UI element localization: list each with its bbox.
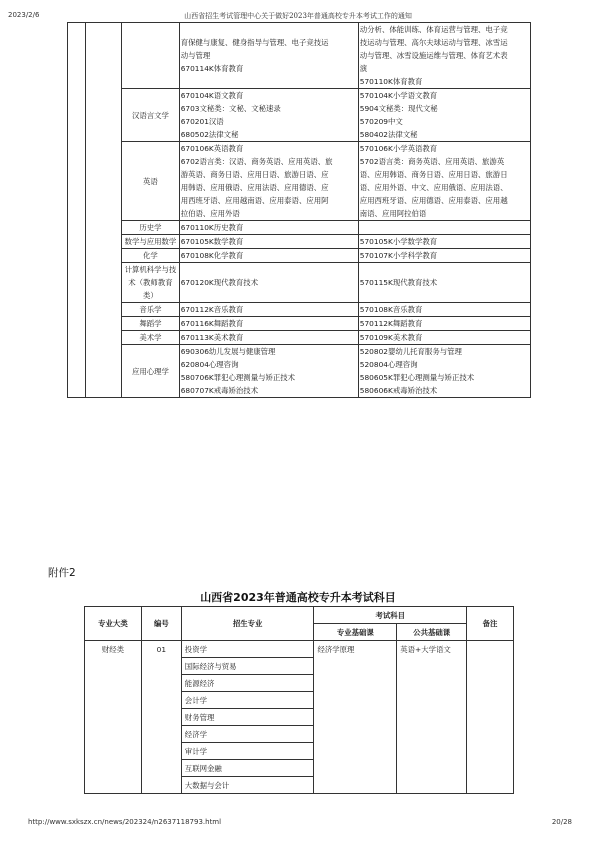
undergrad-major-cell: 应用心理学 xyxy=(122,345,180,398)
major-line: 670105K数学教育 xyxy=(180,237,244,246)
major-line: 育保健与康复、健身指导与管理、电子竞技运 xyxy=(180,38,329,47)
major-line: 670120K现代教育技术 xyxy=(180,278,259,287)
major-line: 580605K罪犯心理测量与矫正技术 xyxy=(359,373,475,382)
major-line: 520804心理咨询 xyxy=(359,360,418,369)
enrollment-major-cell: 大数据与会计 xyxy=(181,777,314,794)
undergrad-major-cell: 汉语言文学 xyxy=(122,89,180,142)
major-line: 570104K小学语文教育 xyxy=(359,91,438,100)
undergrad-major-cell: 舞蹈学 xyxy=(122,317,180,331)
major-line: 670112K音乐教育 xyxy=(180,305,244,314)
major-line: 动与管理、冰雪设施运维与管理、体育艺术表 xyxy=(359,51,508,60)
higher-vocational-majors-cell xyxy=(179,23,358,89)
vocational-undergrad-majors-cell xyxy=(358,263,530,303)
table-row xyxy=(68,23,531,89)
major-line: 技运动与管理、高尔夫球运动与管理、冰雪运 xyxy=(359,38,508,47)
vocational-undergrad-majors-cell xyxy=(358,345,530,398)
major-line: 670108K化学教育 xyxy=(180,251,244,260)
higher-vocational-majors-cell xyxy=(179,89,358,142)
major-line: 680502法律文秘 xyxy=(180,130,239,139)
enrollment-major-cell: 互联网金融 xyxy=(181,760,314,777)
undergrad-major-cell: 英语 xyxy=(122,142,180,221)
major-line: 6702语言类：汉语、商务英语、应用英语、旅 xyxy=(180,157,333,166)
major-line: 570108K音乐教育 xyxy=(359,305,423,314)
major-line: 语、应用韩语、商务日语、应用日语、旅游日 xyxy=(359,170,508,179)
vocational-undergrad-majors-cell xyxy=(358,235,530,249)
vocational-undergrad-majors-cell xyxy=(358,317,530,331)
vocational-undergrad-majors-cell xyxy=(358,89,530,142)
header-remarks: 备注 xyxy=(467,607,514,641)
enrollment-major-cell: 会计学 xyxy=(181,692,314,709)
major-line: 670201汉语 xyxy=(180,117,224,126)
major-line: 动分析、体能训练、体育运营与管理、电子竞 xyxy=(359,25,508,34)
major-line: 应用西班牙语、应用德语、应用泰语、应用越 xyxy=(359,196,508,205)
major-line: 语、应用外语、中文、应用俄语、应用法语、 xyxy=(359,183,508,192)
major-line: 5904文秘类：现代文秘 xyxy=(359,104,438,113)
major-line: 用韩语、应用俄语、应用法语、应用德语、应 xyxy=(180,183,329,192)
major-line: 670110K历史教育 xyxy=(180,223,244,232)
major-line: 570112K舞蹈教育 xyxy=(359,319,423,328)
major-class-cell: 财经类 xyxy=(85,641,142,794)
major-line: 670104K语文教育 xyxy=(180,91,244,100)
table-row xyxy=(68,249,531,263)
major-line: 南语、应用阿拉伯语 xyxy=(359,209,427,218)
header-major-class: 专业大类 xyxy=(85,607,142,641)
vocational-undergrad-majors-cell xyxy=(358,303,530,317)
table-row xyxy=(68,317,531,331)
table-row xyxy=(85,641,514,658)
higher-vocational-majors-cell xyxy=(179,331,358,345)
major-line: 570107K小学科学教育 xyxy=(359,251,438,260)
major-line: 570209中文 xyxy=(359,117,403,126)
major-line: 570105K小学数学教育 xyxy=(359,237,438,246)
vocational-undergrad-majors-cell xyxy=(358,23,530,89)
attachment-label: 附件2 xyxy=(48,567,76,579)
major-line: 6703文秘类：文秘、文秘速录 xyxy=(180,104,281,113)
table-row xyxy=(68,221,531,235)
exam-subjects-title: 山西省2023年普通高校专升本考试科目 xyxy=(200,591,396,604)
page-number: 20/28 xyxy=(551,818,572,826)
vocational-undergrad-majors-cell xyxy=(358,331,530,345)
enrollment-major-cell: 投资学 xyxy=(181,641,314,658)
undergrad-major-cell: 美术学 xyxy=(122,331,180,345)
undergrad-major-cell xyxy=(122,23,180,89)
major-line: 570110K体育教育 xyxy=(359,77,423,86)
undergrad-major-cell: 化学 xyxy=(122,249,180,263)
table-row xyxy=(68,263,531,303)
exam-subjects-table xyxy=(84,606,514,794)
major-line: 680707K戒毒矫治技术 xyxy=(180,386,259,395)
major-line: 演 xyxy=(359,64,368,73)
major-line: 690306幼儿发展与健康管理 xyxy=(180,347,276,356)
undergrad-major-cell: 计算机科学与技术（教师教育类） xyxy=(122,263,180,303)
enrollment-major-cell: 能源经济 xyxy=(181,675,314,692)
major-line: 5702语言类：商务英语、应用英语、旅游英 xyxy=(359,157,505,166)
major-line: 用西班牙语、应用越南语、应用泰语、应用阿 xyxy=(180,196,329,205)
higher-vocational-majors-cell xyxy=(179,345,358,398)
undergrad-major-cell: 历史学 xyxy=(122,221,180,235)
higher-vocational-majors-cell xyxy=(179,235,358,249)
major-line: 670114K体育教育 xyxy=(180,64,244,73)
vocational-undergrad-majors-cell xyxy=(358,249,530,263)
header-code: 编号 xyxy=(141,607,181,641)
major-line: 动与管理 xyxy=(180,51,211,60)
enrollment-major-cell: 国际经济与贸易 xyxy=(181,658,314,675)
header-public-basic: 公共基础课 xyxy=(397,624,467,641)
enrollment-major-cell: 审计学 xyxy=(181,743,314,760)
undergrad-major-cell: 数学与应用数学 xyxy=(122,235,180,249)
higher-vocational-majors-cell xyxy=(179,142,358,221)
empty-cell xyxy=(86,23,122,398)
vocational-undergrad-majors-cell xyxy=(358,142,530,221)
major-line: 520802婴幼儿托育服务与管理 xyxy=(359,347,462,356)
table-row xyxy=(68,331,531,345)
table-row xyxy=(68,303,531,317)
code-cell: 01 xyxy=(141,641,181,794)
higher-vocational-majors-cell xyxy=(179,303,358,317)
major-line: 570115K现代教育技术 xyxy=(359,278,438,287)
major-line: 620804心理咨询 xyxy=(180,360,239,369)
major-line: 570109K美术教育 xyxy=(359,333,423,342)
vocational-undergrad-majors-cell xyxy=(358,221,530,235)
major-line: 670113K美术教育 xyxy=(180,333,244,342)
print-date: 2023/2/6 xyxy=(8,11,40,19)
public-basic-cell: 英语+大学语文 xyxy=(397,641,467,794)
major-line: 游英语、商务日语、应用日语、旅游日语、应 xyxy=(180,170,329,179)
undergrad-major-cell: 音乐学 xyxy=(122,303,180,317)
table-row xyxy=(68,142,531,221)
footer-url: http://www.sxkszx.cn/news/202324/n2637118793.html xyxy=(28,818,222,826)
major-line: 580706K罪犯心理测量与矫正技术 xyxy=(180,373,296,382)
higher-vocational-majors-cell xyxy=(179,249,358,263)
major-line: 拉伯语、应用外语 xyxy=(180,209,240,218)
professional-basic-cell: 经济学原理 xyxy=(314,641,397,794)
page-header xyxy=(0,5,596,21)
major-mapping-table xyxy=(67,22,531,398)
header-professional-basic: 专业基础课 xyxy=(314,624,397,641)
major-line: 670116K舞蹈教育 xyxy=(180,319,244,328)
higher-vocational-majors-cell xyxy=(179,317,358,331)
major-line: 570106K小学英语教育 xyxy=(359,144,438,153)
higher-vocational-majors-cell xyxy=(179,263,358,303)
enrollment-major-cell: 财务管理 xyxy=(181,709,314,726)
document-title: 山西省招生考试管理中心关于做好2023年普通高校专升本考试工作的通知 xyxy=(184,12,412,20)
major-line: 580606K戒毒矫治技术 xyxy=(359,386,438,395)
empty-cell xyxy=(68,23,86,398)
table-row xyxy=(68,345,531,398)
higher-vocational-majors-cell xyxy=(179,221,358,235)
major-line: 670106K英语教育 xyxy=(180,144,244,153)
header-majors: 招生专业 xyxy=(181,607,314,641)
table-row xyxy=(68,89,531,142)
enrollment-major-cell: 经济学 xyxy=(181,726,314,743)
header-exam-subjects: 考试科目 xyxy=(314,607,467,624)
remarks-cell xyxy=(467,641,514,794)
table-row xyxy=(68,235,531,249)
major-line: 580402法律文秘 xyxy=(359,130,418,139)
